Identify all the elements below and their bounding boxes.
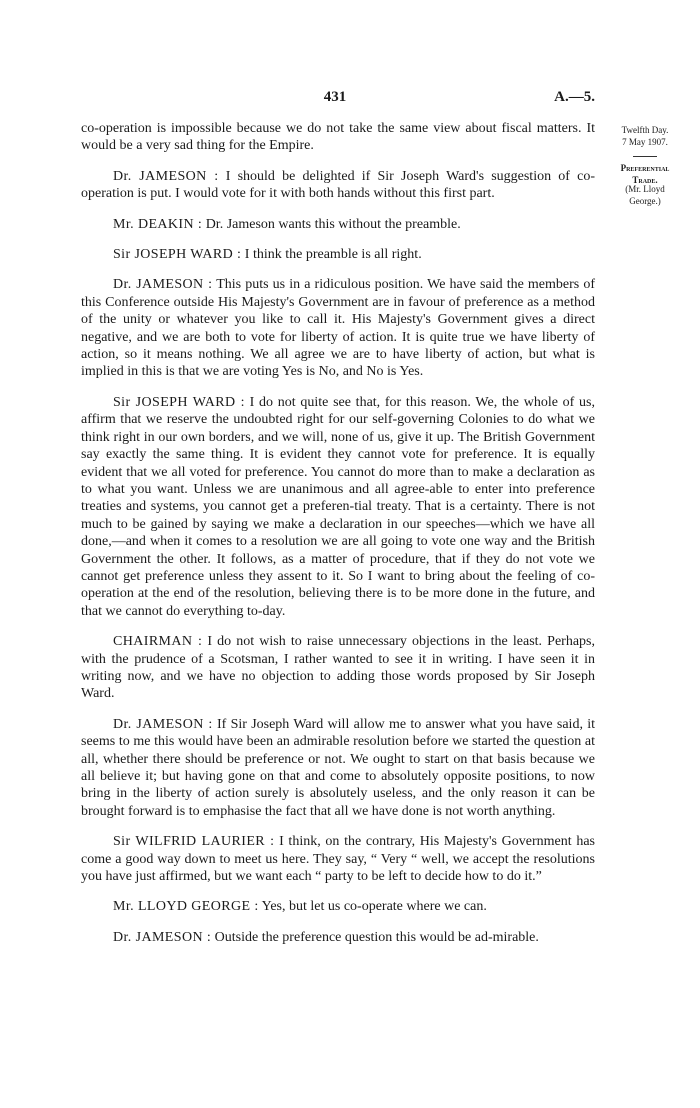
speaker-name: Sir WILFRID LAURIER : <box>113 834 275 850</box>
speaker-name: Sir JOSEPH WARD : <box>113 247 242 263</box>
paragraph <box>81 246 595 263</box>
body-text <box>81 120 595 959</box>
paragraph <box>81 394 595 620</box>
margin-subject-line-1: Preferential <box>620 163 670 173</box>
paragraph <box>81 929 595 946</box>
paragraph-text: Yes, but let us co-operate where we can. <box>261 899 487 915</box>
paragraph <box>81 716 595 820</box>
paragraph-text: Outside the preference question this would be ad-mirable. <box>214 929 539 945</box>
paragraph <box>81 633 595 703</box>
paragraph <box>81 168 595 203</box>
speaker-name: Mr. DEAKIN : <box>113 216 203 232</box>
margin-date: 7 May 1907. <box>622 136 668 147</box>
paragraph-text: If Sir Joseph Ward will allow me to answer what you have said, it seems to me this would have been an admirable resolution before we started the question at all, whether there should be preference or not. We ought to start on that basis because we all believe it; but having gone on that and come to absolutely opposite positions, to now bring in the liberty of action surely is absolutely useless, and the only reason it can be brought forward is to emphasise the fact that all we have done is not worth anything. <box>81 716 595 819</box>
paragraph <box>81 120 595 155</box>
paragraph-text: I do not wish to raise unnecessary objections in the least. Perhaps, with the prudence of a Scotsman, I rather wanted to see it in writing. I have seen it in writing now, and we have no objection to adding those words proposed by Sir Joseph Ward. <box>81 634 595 702</box>
margin-divider <box>633 156 657 157</box>
speaker-name: Mr. LLOYD GEORGE : <box>113 899 259 915</box>
speaker-name: Dr. JAMESON : <box>113 929 212 945</box>
paragraph-text: I should be delighted if Sir Joseph Ward's suggestion of co-operation is put. I would vote for it with both hands without this first part. <box>81 168 595 202</box>
paragraph-text: co-operation is impossible because we do not take the same view about fiscal matters. It would be a very sad thing for the Empire. <box>81 121 595 154</box>
paragraph-text: This puts us in a ridiculous position. We have said the members of this Conference outside His Majesty's Government are in favour of preference as a method of the unity or whatever you like to call it. His Majesty's Government gives a direct negative, and we are both to vote for liberty of action. It is quite true we have liberty of action, so it means nothing. We all agree we are to have liberty of action, but what is implied in this is that we are voting Yes is No, and No is Yes. <box>81 277 596 380</box>
page-number: 431 <box>323 89 347 105</box>
paragraph-text: I think the preamble is all right. <box>244 247 422 263</box>
paragraph-text: Dr. Jameson wants this without the preamble. <box>205 216 461 232</box>
paragraph-text: I think, on the contrary, His Majesty's Government has come a good way down to meet us here. They say, “ Very “ well, we accept the resolutions you have just affirmed, but we want each “ party to be left to decide how to do it.” <box>81 834 595 885</box>
paragraph <box>81 898 595 915</box>
margin-person-line-1: (Mr. Lloyd <box>625 184 665 194</box>
margin-day: Twelfth Day. <box>621 125 669 135</box>
paragraph <box>81 216 595 233</box>
speaker-name: Sir JOSEPH WARD : <box>113 394 245 410</box>
margin-person-line-2: George.) <box>629 195 661 206</box>
paragraph <box>81 833 595 885</box>
margin-note-person <box>606 184 684 207</box>
margin-note-subject <box>606 163 684 186</box>
margin-subject-line-2: Trade. <box>632 174 658 185</box>
paragraph <box>81 276 595 380</box>
margin-note-day <box>606 125 684 148</box>
paper-reference: A.—5. <box>554 89 595 105</box>
speaker-name: Dr. JAMESON : <box>113 277 213 293</box>
speaker-name: Dr. JAMESON : <box>113 716 213 732</box>
speaker-name: Dr. JAMESON : <box>113 168 219 184</box>
paragraph-text: I do not quite see that, for this reason. We, the whole of us, affirm that we reserve the undoubted right for our self-governing Colonies to do what we think right in our own borders, and we will, none of us, give it up. The British Government say exactly the same thing. It is evident they cannot vote for preference. It is equally evident that we all voted for preference. You cannot do more than to make a declaration as to what you want. Unless we are unanimous and all agree-able to enter into preference treaties and systems, you cannot get a preferen-tial treaty. That is a certainty. There is not much to be gained by saying we make a declaration in our speeches—which we have all done,—and when it comes to a resolution we are all going to vote one way and the British Government the other. It follows, as a matter of procedure, that if they do not vote we cannot get preference unless they assent to it. So I want to bring about the feeling of co-operation at the end of the resolution, believing there is to be more done in the future, and that we cannot do everything to-day. <box>81 394 595 619</box>
speaker-name: CHAIRMAN : <box>113 634 203 650</box>
